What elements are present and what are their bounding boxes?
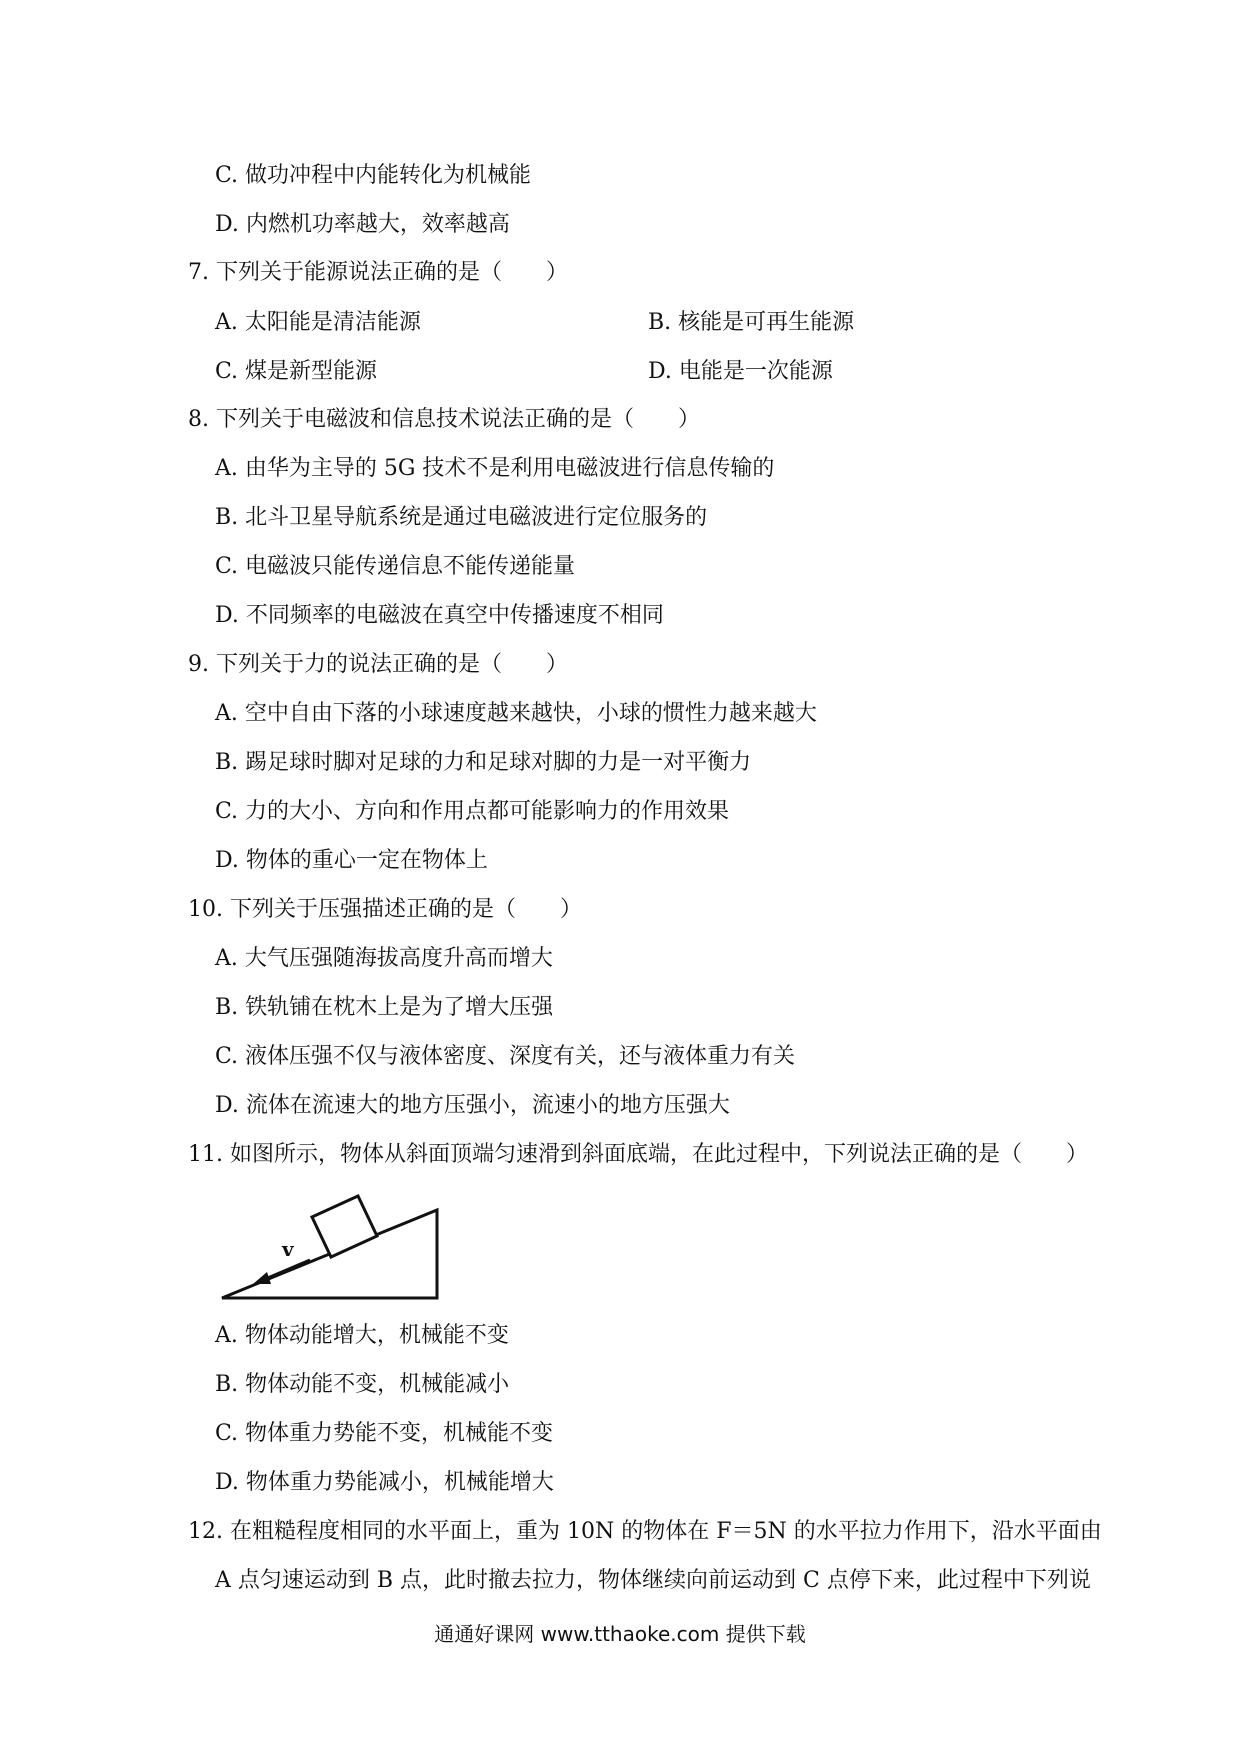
q9-option-c: C. 力的大小、方向和作用点都可能影响力的作用效果 <box>215 799 730 824</box>
q7-option-b: B. 核能是可再生能源 <box>648 310 855 335</box>
q11-option-d: D. 物体重力势能减小，机械能增大 <box>215 1470 554 1495</box>
q11-option-b: B. 物体动能不变，机械能减小 <box>215 1372 510 1397</box>
q10-option-d: D. 流体在流速大的地方压强小，流速小的地方压强大 <box>215 1093 730 1118</box>
q7-stem: 7. 下列关于能源说法正确的是（ ） <box>188 260 568 285</box>
q11-option-a: A. 物体动能增大，机械能不变 <box>215 1323 509 1348</box>
page-footer: 通通好课网 www.tthaoke.com 提供下载 <box>434 1622 806 1646</box>
incline-figure <box>215 1190 445 1305</box>
q9-option-a: A. 空中自由下落的小球速度越来越快，小球的惯性力越来越大 <box>215 701 817 726</box>
q8-option-c: C. 电磁波只能传递信息不能传递能量 <box>215 554 576 579</box>
velocity-arrow-shaft <box>263 1260 310 1280</box>
q7-option-d: D. 电能是一次能源 <box>648 359 833 384</box>
q8-stem: 8. 下列关于电磁波和信息技术说法正确的是（ ） <box>188 407 700 432</box>
sliding-block <box>312 1196 377 1257</box>
q9-option-d: D. 物体的重心一定在物体上 <box>215 848 488 873</box>
q12-stem-line2: A 点匀速运动到 B 点，此时撤去拉力，物体继续向前运动到 C 点停下来，此过程中下列说 <box>215 1568 1091 1593</box>
q8-option-d: D. 不同频率的电磁波在真空中传播速度不相同 <box>215 603 664 628</box>
q12-stem-line1: 12. 在粗糙程度相同的水平面上，重为 10N 的物体在 F＝5N 的水平拉力作用下，沿水平面由 <box>188 1519 1102 1544</box>
q6-option-c: C. 做功冲程中内能转化为机械能 <box>215 163 532 188</box>
q9-option-b: B. 踢足球时脚对足球的力和足球对脚的力是一对平衡力 <box>215 750 752 775</box>
q11-stem: 11. 如图所示，物体从斜面顶端匀速滑到斜面底端，在此过程中，下列说法正确的是（ ） <box>188 1142 1088 1167</box>
q8-option-b: B. 北斗卫星导航系统是通过电磁波进行定位服务的 <box>215 505 708 530</box>
q6-option-d: D. 内燃机功率越大，效率越高 <box>215 212 510 237</box>
q7-option-c: C. 煤是新型能源 <box>215 359 378 384</box>
q8-option-a: A. 由华为主导的 5G 技术不是利用电磁波进行信息传输的 <box>215 456 775 481</box>
q10-option-b: B. 铁轨铺在枕木上是为了增大压强 <box>215 995 554 1020</box>
q10-option-c: C. 液体压强不仅与液体密度、深度有关，还与液体重力有关 <box>215 1044 796 1069</box>
q11-option-c: C. 物体重力势能不变，机械能不变 <box>215 1421 554 1446</box>
q10-option-a: A. 大气压强随海拔高度升高而增大 <box>215 946 553 971</box>
velocity-label: v <box>282 1237 294 1261</box>
q10-stem: 10. 下列关于压强描述正确的是（ ） <box>188 897 582 922</box>
q7-option-a: A. 太阳能是清洁能源 <box>215 310 421 335</box>
velocity-arrow-head <box>253 1272 271 1284</box>
q9-stem: 9. 下列关于力的说法正确的是（ ） <box>188 652 568 677</box>
